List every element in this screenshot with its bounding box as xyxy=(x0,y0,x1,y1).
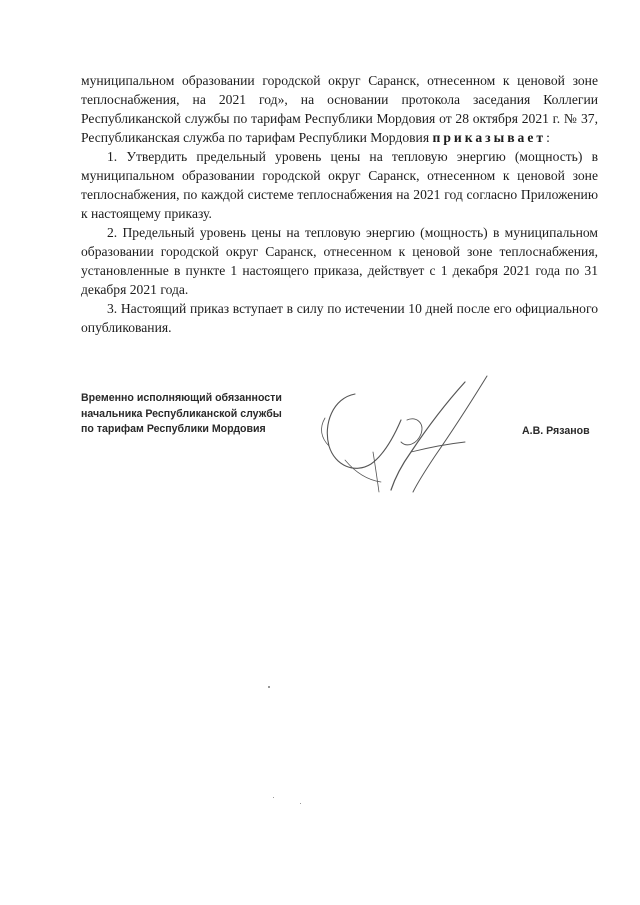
signatory-line-3: по тарифам Республики Мордовия xyxy=(81,423,266,435)
scan-speck xyxy=(300,803,301,804)
signatory-title xyxy=(81,391,341,438)
handwritten-signature xyxy=(315,368,505,500)
item-1-paragraph: 1. Утвердить предельный уровень цены на тепловую энергию (мощность) в муниципальном образовании городской округ Саранск, отнесенном к ценовой зоне теплоснабжения, по каждой системе теплоснабжения на 2021 год согласно Приложению к настоящему приказу. xyxy=(81,149,598,221)
signatory-line-1: Временно исполняющий обязанности xyxy=(81,392,282,404)
scan-speck xyxy=(273,797,274,798)
scan-speck xyxy=(268,686,270,688)
document-body xyxy=(81,71,598,337)
signatory-line-2: начальника Республиканской службы xyxy=(81,407,282,420)
intro-paragraph xyxy=(81,71,598,147)
command-punct: : xyxy=(546,130,550,145)
signatory-name: А.В. Рязанов xyxy=(522,425,590,437)
command-word: приказывает xyxy=(432,130,547,145)
item-2-paragraph: 2. Предельный уровень цены на тепловую энергию (мощность) в муниципальном образовании городской округ Саранск, отнесенном к ценовой зоне теплоснабжения, установленные в пункте 1 настоящего приказа, действует с 1 декабря 2021 года по 31 декабря 2021 года. xyxy=(81,225,598,297)
item-3-paragraph: 3. Настоящий приказ вступает в силу по истечении 10 дней после его официального опубликования. xyxy=(81,301,598,335)
intro-text: муниципальном образовании городской округ Саранск, отнесенном к ценовой зоне теплоснабжения, на 2021 год», на основании протокола заседания Коллегии Республиканской службы по тарифам Республики Мордовия от 28 октября 2021 г. № 37, Республиканская служба по тарифам Республики Мордовия xyxy=(81,73,598,145)
